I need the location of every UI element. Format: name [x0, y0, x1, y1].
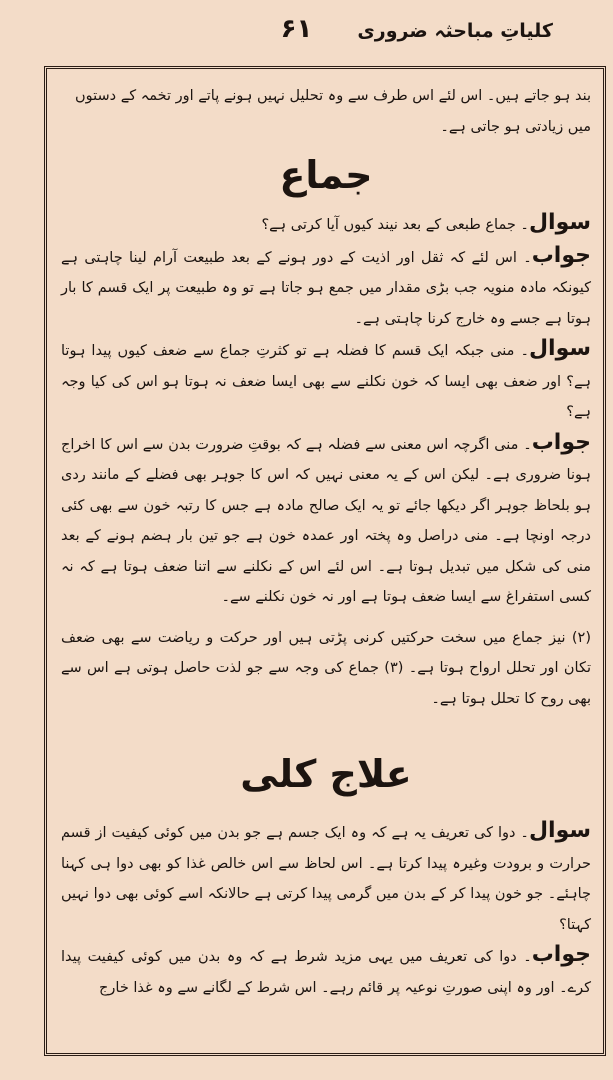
question-text: ۔ منی جبکہ ایک قسم کا فضلہ ہے تو کثرتِ جماع سے ضعف کیوں پیدا ہوتا ہے؟ اور ضعف بھی ایسا کہ خون نکلنے سے بھی ایسا ضعف نہ ہوتا ہو اس کی کیا وجہ ہے؟ — [61, 343, 591, 420]
answer-label: جواب — [531, 429, 591, 455]
answer-label: جواب — [531, 942, 591, 967]
running-head — [40, 14, 553, 54]
section-heading-ilaj-kulli: علاج کلی — [240, 752, 412, 796]
question-text: ۔ دوا کی تعریف یہ ہے کہ وہ ایک جسم ہے جو بدن میں کوئی کیفیت از قسم حرارت و برودت وغیرہ پیدا کرتا ہے۔ اس لحاظ سے اس خالص غذا کو بھی دوا ہی کہنا چاہئے۔ جو خون پیدا کر کے بدن میں گرمی پیدا کرتی ہے حالانکہ اسے کوئی بھی دوا نہیں کہتا؟ — [61, 825, 591, 933]
answer-1 — [61, 241, 591, 335]
spacer — [61, 613, 591, 623]
question-label: سوال — [528, 818, 591, 843]
page-content — [61, 81, 591, 1041]
text-frame — [44, 66, 606, 1056]
intro-line: بند ہو جاتے ہیں۔ اس لئے اس طرف سے وہ تحلیل نہیں ہونے پاتے اور تخمہ کے دستوں — [75, 88, 591, 104]
question-label: سوال — [528, 336, 591, 361]
note-paragraph: (۲) نیز جماع میں سخت حرکتیں کرنی پڑتی ہیں اور حرکت و ریاضت سے بھی ضعف تکان اور تحلل ارواح ہوتا ہے۔ (۳) جماع کی وجہ سے جو لذت حاصل ہوتی ہے اس سے بھی روح کا تحلل ہوتا ہے۔ — [61, 629, 592, 707]
answer-text: ۔ اس لئے کہ ثقل اور اذیت کے دور ہونے کے بعد طبیعت آرام لینا چاہتی ہے کیونکہ مادہ منویہ جب بڑی مقدار میں جمع ہو جاتا ہے تو وہ طبیعت پر ایک قسم کا بار ہوتا ہے جسے وہ خارج کرنا چاہتی ہے۔ — [61, 249, 591, 327]
answer-label: جواب — [531, 242, 591, 268]
question-2 — [61, 334, 591, 428]
answer-text: ۔ منی اگرچہ اس معنی سے فضلہ ہے کہ بوقتِ ضرورت بدن سے اس کا اخراج ہونا ضروری ہے۔ لیکن اس کے یہ معنی نہیں کہ اس کا جوہر بھی فضلے کے مانند ردی ہو بلحاظ جوہر اگر دیکھا جائے تو یہ ایک صالح مادہ ہے جس کا رتبہ خون سے بھی کئی درجہ اونچا ہے۔ منی دراصل وہ پختہ اور عمدہ خون ہے جو تین بار ہضم ہونے کے بعد منی کی شکل میں تبدیل ہوتا ہے۔ اس لئے اس کے نکلنے سے اتنا ضعف ہوتا ہے کہ نہ کسی استفراغ سے ایسا ضعف ہوتا ہے اور نہ خون نکلنے سے۔ — [61, 436, 591, 605]
question-text: ۔ جماع طبعی کے بعد نیند کیوں آیا کرتی ہے؟ — [261, 217, 529, 233]
page-number: ۶۱ — [280, 14, 313, 44]
section-heading-jimaa: جماع — [279, 153, 373, 197]
question-3 — [61, 816, 591, 940]
intro-line: میں زیادتی ہو جاتی ہے۔ — [440, 118, 591, 135]
answer-2 — [61, 428, 591, 613]
answer-text: ۔ دوا کی تعریف میں یہی مزید شرط ہے کہ وہ بدن میں کوئی کیفیت پیدا کرے۔ اور وہ اپنی صورتِ نوعیہ پر قائم رہے۔ اس شرط کے لگانے سے وہ غذا خارج — [61, 949, 591, 996]
running-title: کلیاتِ مباحثہ ضروری — [357, 20, 553, 42]
question-1 — [61, 208, 591, 241]
answer-3 — [61, 940, 591, 1003]
question-label: سوال — [528, 210, 591, 235]
